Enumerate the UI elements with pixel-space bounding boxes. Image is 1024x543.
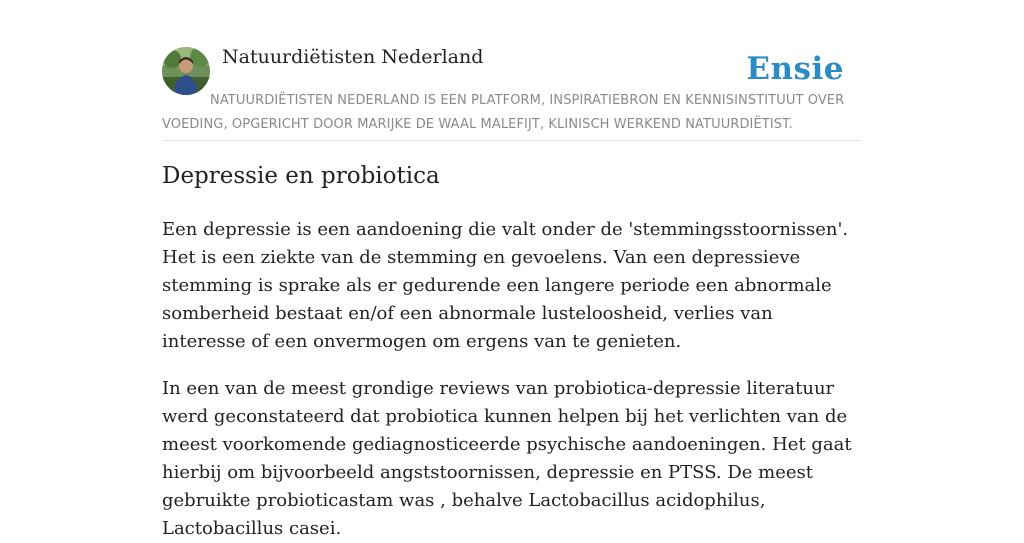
avatar-photo-icon <box>162 47 210 95</box>
author-avatar[interactable] <box>162 47 210 95</box>
author-name[interactable]: Natuurdiëtisten Nederland <box>222 46 484 68</box>
ensie-logo[interactable]: Ensie <box>746 51 844 87</box>
article-paragraph: In een van de meest grondige reviews van probiotica-depressie literatuur werd geconstateerd dat probiotica kunnen helpen bij het verlichten van de meest voorkomende gediagnosticeerde psychische aandoeningen. Het gaat hierbij om bijvoorbeeld angststoornissen, depressie en PTSS. De meest gebruikte probioticastam was , behalve Lactobacillus acidophilus, Lactobacillus casei. <box>162 378 852 539</box>
author-header <box>162 44 862 141</box>
author-tagline: NATUURDIËTISTEN NEDERLAND IS EEN PLATFORM, INSPIRATIEBRON EN KENNISINSTITUUT OVER VOEDING, OPGERICHT DOOR MARIJKE DE WAAL MALEFIJT, KLINISCH WERKEND NATUURDIËTIST. <box>162 93 845 132</box>
article-page <box>162 44 862 539</box>
article-paragraph: Een depressie is een aandoening die valt onder de 'stemmingsstoornissen'. Het is een ziekte van de stemming en gevoelens. Van een depressieve stemming is sprake als er gedurende een langere periode een abnormale somberheid bestaat en/of een abnormale lusteloosheid, verlies van interesse of een onvermogen om ergens van te genieten. <box>162 219 849 352</box>
article-title: Depressie en probiotica <box>162 163 440 189</box>
